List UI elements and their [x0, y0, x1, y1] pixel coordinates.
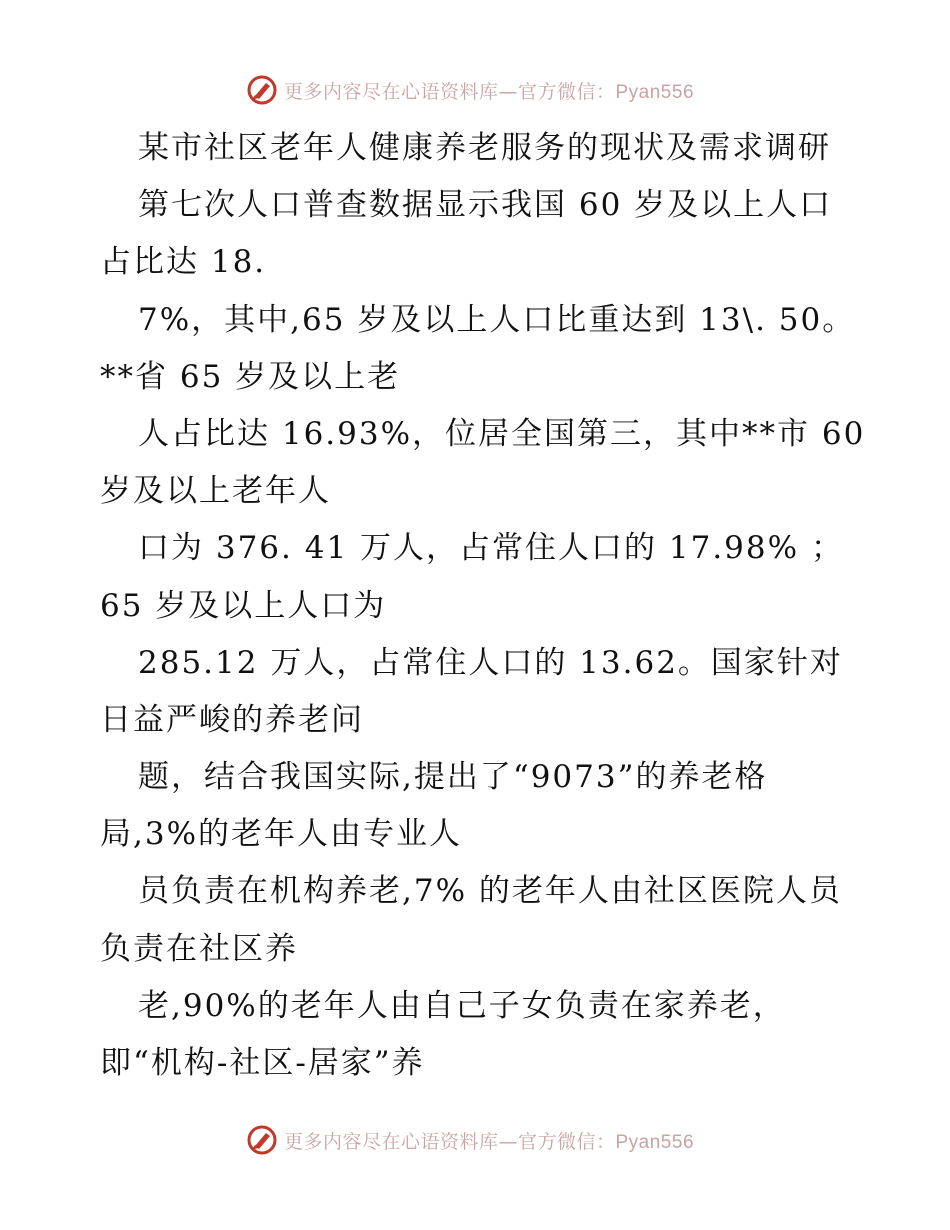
header-banner	[0, 70, 950, 110]
header-banner-dash: —	[498, 80, 518, 103]
doc-line: 占比达 18.	[100, 244, 267, 281]
footer-banner-wechat: Pyan556	[615, 1131, 695, 1153]
header-banner-suffix: 官方微信：	[517, 80, 616, 103]
doc-line: 即“机构-社区-居家”养	[100, 1045, 425, 1081]
doc-line: 人占比达 16.93%，位居全国第三，其中**市 60	[138, 415, 866, 452]
document-body	[100, 120, 866, 1092]
header-banner-content	[246, 74, 694, 106]
footer-banner-dash: —	[498, 1130, 518, 1153]
doc-line: 局,3%的老年人由专业人	[100, 816, 463, 853]
doc-title: 某市社区老年人健康养老服务的现状及需求调研	[138, 130, 831, 166]
pen-logo-icon	[246, 1124, 278, 1156]
footer-banner-content	[246, 1124, 694, 1156]
header-banner-title: 更多内容尽在心语资料库	[283, 80, 499, 103]
footer-banner	[0, 1120, 950, 1160]
header-banner-wechat: Pyan556	[615, 81, 695, 103]
doc-line: 第七次人口普查数据显示我国 60 岁及以上人口	[138, 187, 833, 224]
doc-line: 题，结合我国实际,提出了“9073”的养老格	[138, 759, 768, 796]
doc-line: 日益严峻的养老问	[100, 701, 364, 738]
doc-line: 负责在社区养	[100, 930, 298, 967]
footer-banner-suffix: 官方微信：	[517, 1130, 616, 1153]
footer-banner-text	[284, 1127, 694, 1154]
doc-line: 老,90%的老年人由自己子女负责在家养老，	[138, 987, 786, 1024]
pen-logo-icon	[246, 74, 278, 106]
doc-line: 285.12 万人，占常住人口的 13.62。国家针对	[138, 644, 843, 681]
doc-line: 7%，其中,65 岁及以上人口比重达到 13\. 50。	[138, 301, 856, 338]
footer-banner-title: 更多内容尽在心语资料库	[283, 1130, 499, 1153]
doc-line: 口为 376. 41 万人，占常住人口的 17.98% ；	[138, 530, 844, 567]
doc-line: **省 65 岁及以上老	[100, 358, 401, 395]
doc-line: 员负责在机构养老,7% 的老年人由社区医院人员	[138, 873, 842, 910]
doc-line: 岁及以上老年人	[100, 473, 331, 510]
header-banner-text	[284, 77, 694, 104]
doc-line: 65 岁及以上人口为	[100, 587, 387, 624]
